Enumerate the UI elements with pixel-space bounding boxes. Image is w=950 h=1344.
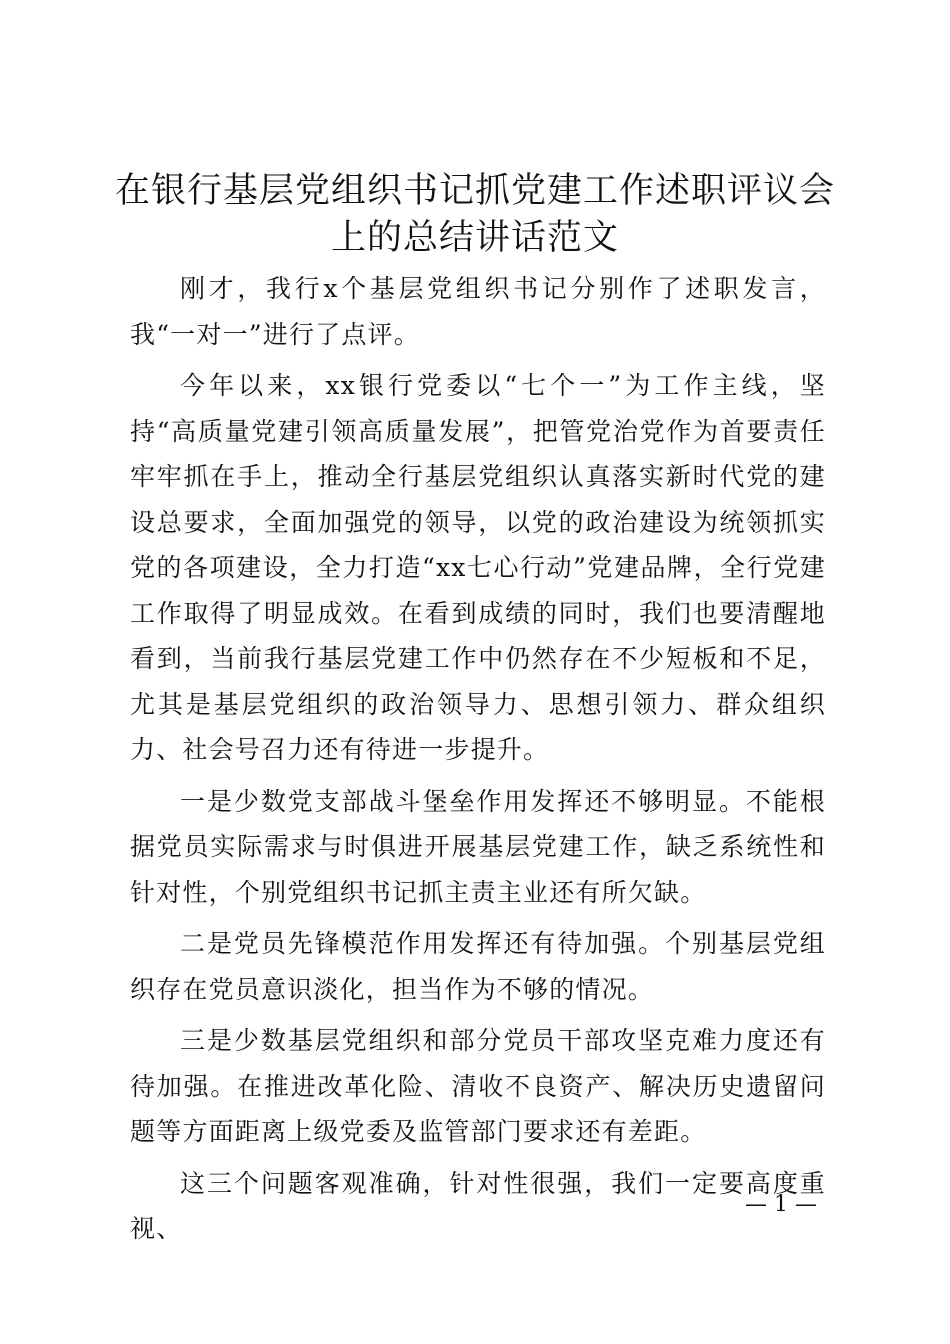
document-body bbox=[130, 266, 826, 1258]
paragraph-continuation: 这三个问题客观准确，针对性很强，我们一定要高度重视、 bbox=[130, 1168, 826, 1243]
paragraph-summary: 今年以来，xx银行党委以“七个一”为工作主线，坚持“高质量党建引领高质量发展”，把管党治党作为首要责任牢牢抓在手上，推动全行基层党组织认真落实新时代党的建设总要求，全面加强党的领导，以党的政治建设为统领抓实党的各项建设，全力打造“xx七心行动”党建品牌，全行党建工作取得了明显成效。在看到成绩的同时，我们也要清醒地看到，当前我行基层党建工作中仍然存在不少短板和不足，尤其是基层党组织的政治领导力、思想引领力、群众组织力、社会号召力还有待进一步提升。 bbox=[130, 371, 826, 764]
title-line-2: 上的总结讲话范文 bbox=[330, 218, 619, 258]
paragraph-issue-3: 三是少数基层党组织和部分党员干部攻坚克难力度还有待加强。在推进改革化险、清收不良资产、解决历史遗留问题等方面距离上级党委及监管部门要求还有差距。 bbox=[130, 1026, 826, 1146]
paragraph-intro: 刚才，我行x个基层党组织书记分别作了述职发言，我“一对一”进行了点评。 bbox=[130, 274, 826, 349]
page-number: — 1 — bbox=[745, 1192, 817, 1217]
title-line-1: 在银行基层党组织书记抓党建工作述职评议会 bbox=[114, 171, 835, 211]
document-title bbox=[100, 168, 850, 262]
paragraph-issue-2: 二是党员先锋模范作用发挥还有待加强。个别基层党组织存在党员意识淡化，担当作为不够的情况。 bbox=[130, 929, 826, 1004]
paragraph-issue-1: 一是少数党支部战斗堡垒作用发挥还不够明显。不能根据党员实际需求与时俱进开展基层党建工作，缺乏系统性和针对性，个别党组织书记抓主责主业还有所欠缺。 bbox=[130, 786, 826, 907]
